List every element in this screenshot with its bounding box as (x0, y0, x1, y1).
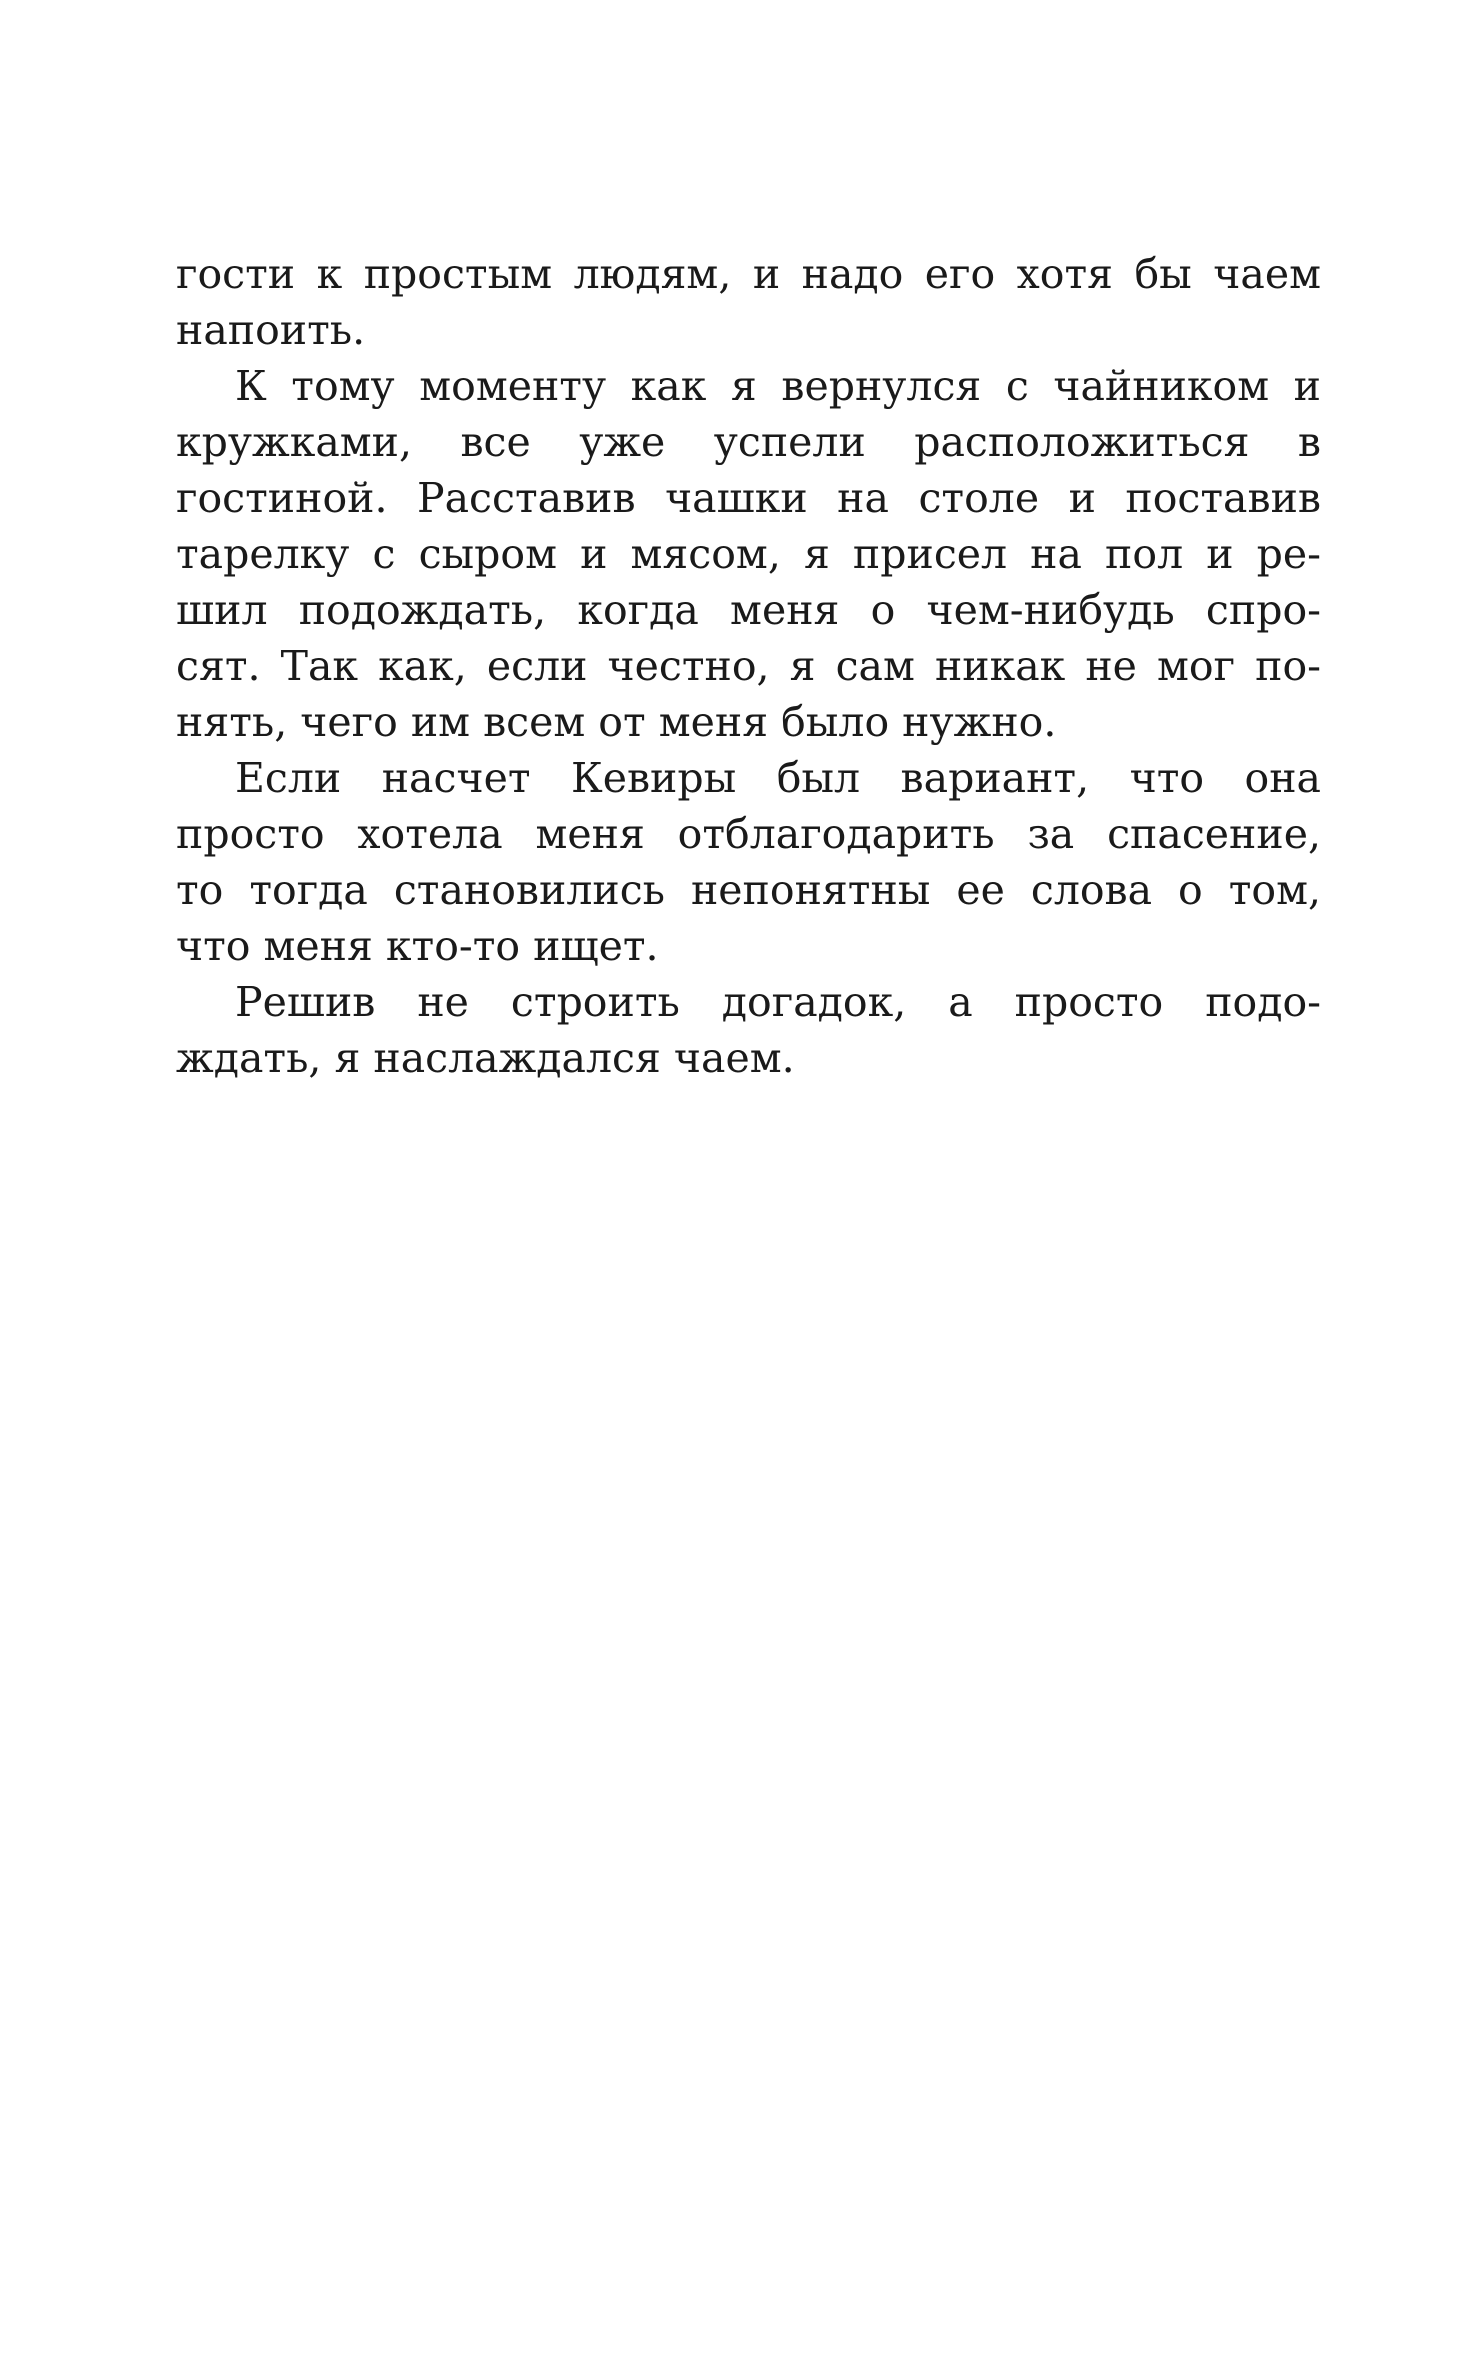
text-line: что меня кто-то ищет. (176, 922, 659, 970)
text-line: нять, чего им всем от меня было нужно. (176, 698, 1057, 746)
text-line: то тогда становились непонятны ее слова о том, (176, 866, 1321, 914)
text-line: просто хотела меня отблагодарить за спасение, (176, 810, 1321, 858)
paragraph (176, 974, 1321, 1086)
text-line: гостиной. Расставив чашки на столе и поставив (176, 474, 1321, 522)
text-line: напоить. (176, 306, 366, 354)
text-line: Если насчет Кевиры был вариант, что она (235, 754, 1321, 802)
text-line: ждать, я наслаждался чаем. (176, 1034, 795, 1082)
text-line: тарелку с сыром и мясом, я присел на пол и ре- (176, 530, 1321, 578)
text-line: гости к простым людям, и надо его хотя бы чаем (176, 250, 1321, 298)
paragraph (176, 750, 1321, 974)
text-line: К тому моменту как я вернулся с чайником и (235, 362, 1321, 410)
text-line: сят. Так как, если честно, я сам никак не мог по- (176, 642, 1321, 690)
text-line: кружками, все уже успели расположиться в (176, 418, 1321, 466)
paragraph (176, 246, 1321, 358)
paragraph (176, 358, 1321, 750)
text-line: Решив не строить догадок, а просто подо- (235, 978, 1321, 1026)
text-line: шил подождать, когда меня о чем-нибудь спро- (176, 586, 1321, 634)
body-text (176, 246, 1321, 1086)
